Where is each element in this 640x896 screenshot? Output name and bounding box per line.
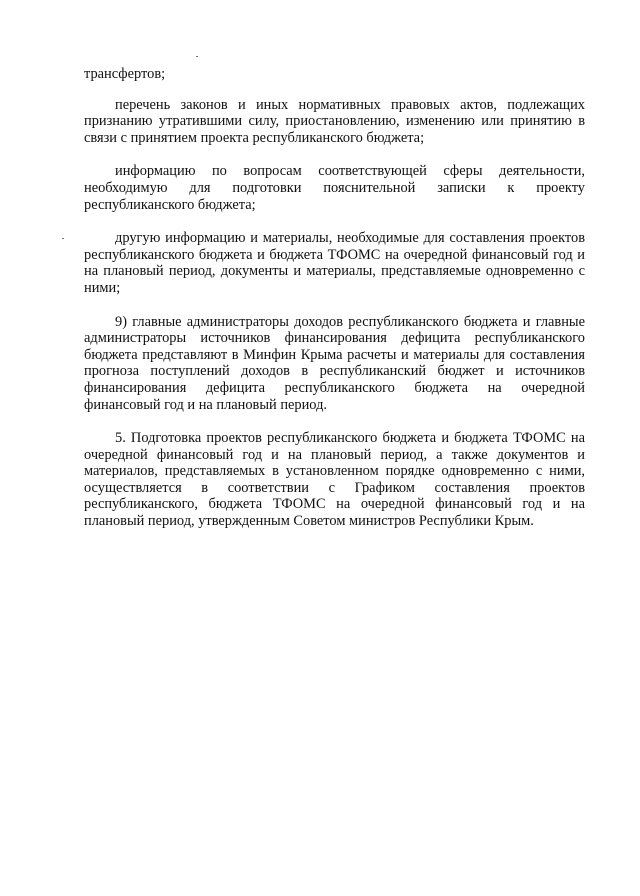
- document-body: [84, 66, 585, 547]
- paragraph-sphere-information: информацию по вопросам соответствующей сферы деятельности, необходимую для подготовки пояснительной записки к проекту республиканского бюджета;: [84, 163, 585, 213]
- paragraph-item-9: 9) главные администраторы доходов республиканского бюджета и главные администраторы источников финансирования дефицита республиканского бюджета представляют в Минфин Крыма расчеты и материалы для составления прогноза поступлений доходов в республиканский бюджет и источников финансирования дефицита республиканского бюджета на очередной финансовый год и на плановый период.: [84, 313, 585, 413]
- paragraph-section-5: 5. Подготовка проектов республиканского бюджета и бюджета ТФОМС на очередной финансовый год и на плановый период, а также документов и материалов, представляемых в установленном порядке одновременно с ними, осуществляется в соответствии с Графиком составления проектов республиканского, бюджета ТФОМС на очередной финансовый год и на плановый период, утвержденным Советом министров Республики Крым.: [84, 430, 585, 530]
- paragraph-other-materials: другую информацию и материалы, необходимые для составления проектов республиканского бюджета и бюджета ТФОМС на очередной финансовый год и на плановый период, документы и материалы, представляемые одновременно с ними;: [84, 230, 585, 296]
- paragraph-transfers-end: трансфертов;: [84, 66, 166, 82]
- paragraph-laws-list: перечень законов и иных нормативных правовых актов, подлежащих признанию утратившими силу, приостановлению, изменению или принятию в связи с принятием проекта республиканского бюджета;: [84, 96, 585, 146]
- scan-speck: [62, 238, 64, 239]
- scan-speck: [196, 56, 198, 57]
